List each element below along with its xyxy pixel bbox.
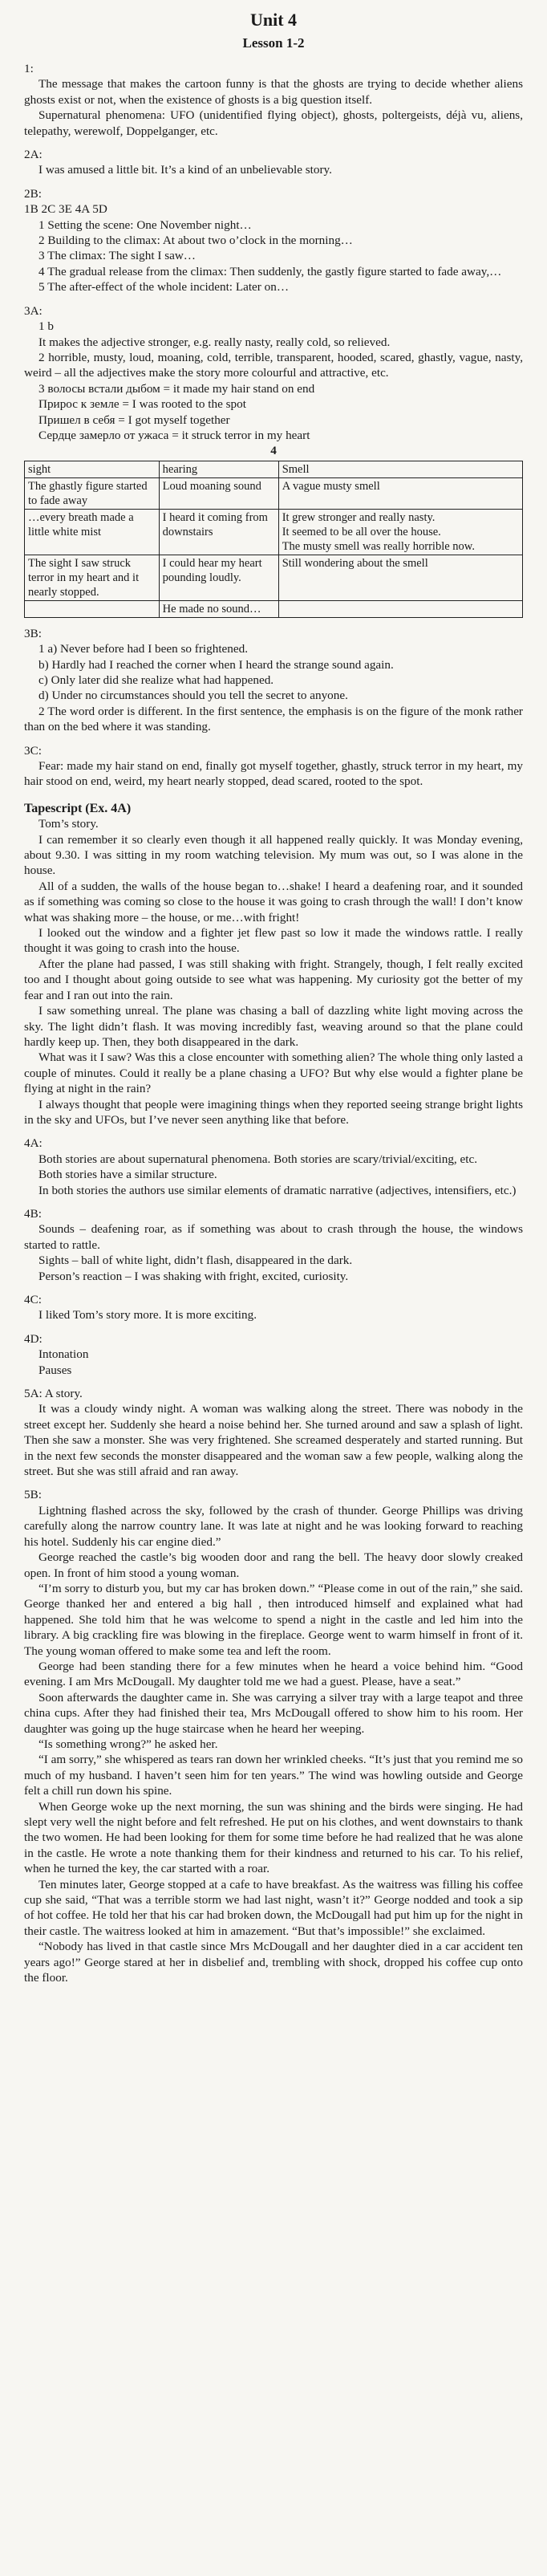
lesson-title: Lesson 1-2 [242,35,305,51]
tapescript-para: I saw something unreal. The plane was chasing a ball of dazzling white light moving across the sky. The light didn’t flash. It was moving incredibly fast, weaving around so that the plane could hardly keep up. Then, they both disappeared in the dark. [24,1004,523,1049]
ex4c-para: I liked Tom’s story more. It is more exciting. [38,1308,257,1323]
ex5b-para: Lightning flashed across the sky, followed by the crash of thunder. George Phillips was driving carefully along the narrow country lane. It was late at night and he was looking forward to reaching his hotel. Suddenly his car engine died.” [24,1503,523,1549]
tapescript-para: I can remember it so clearly even though it all happened really quickly. It was Monday evening, about 9.30. I was sitting in my room watching television. My mum was out, so I was alone in the house. [24,832,523,878]
table-header-cell: Smell [278,461,522,477]
ex2b-item: 1 Setting the scene: One November night… [38,217,252,232]
table-cell: Still wondering about the smell [278,555,522,600]
ex3a-item: Пришел в себя = I got myself together [38,412,230,427]
ex2a-label: 2A: [24,148,43,162]
ex5b-para: George had been standing there for a few minutes when he heard a voice behind him. “Good evening. I am Mrs McDougall. My daughter told me we had a guest. Please, have a seat.” [24,1659,523,1689]
table-header-cell: hearing [159,461,278,477]
ex1-para: The message that makes the cartoon funny is that the ghosts are trying to decide whether aliens ghosts exist or not, when the existence of ghosts is a big question itself. [24,77,523,107]
ex2b-label: 2B: [24,186,42,201]
ex2b-item: 2 Building to the climax: At about two o’clock in the morning… [38,234,353,248]
table-row [25,555,523,600]
ex5b-para: George reached the castle’s big wooden door and rang the bell. The heavy door slowly creaked open. In front of him stood a young woman. [24,1550,523,1580]
ex5b-para: “I am sorry,” she whispered as tears ran down her wrinkled cheeks. “It’s just that you remind me so much of my husband. I haven’t seen him for ten years.” The wind was howling outside and George felt a chill run down his spine. [24,1753,523,1798]
unit-title: Unit 4 [249,10,298,30]
ex4a-para: Both stories have a similar structure. [38,1168,217,1182]
ex3a-item: 2 horrible, musty, loud, moaning, cold, terrible, transparent, hooded, scared, ghastly, vague, nasty, weird – all the adjectives make the story more colourful and attractive, etc. [24,350,523,380]
ex5a-para: It was a cloudy windy night. A woman was walking along the street. There was nobody in the street except her. Suddenly she heard a noise behind her. She turned around and saw a splash of light. Then she saw a monster. She was very frightened. She screamed desperately and started running. But in the next few seconds the monster disappeared and the woman saw a few people, walking along the street. But she was still afraid and ran away. [24,1402,523,1479]
table-cell: A vague musty smell [278,477,522,509]
senses-table [24,461,523,618]
tapescript-para: I always thought that people were imagining things when they reported seeing strange bright lights in the sky and UFOs, but I’ve never seen anything like that before. [24,1097,523,1127]
ex4d-item: Pauses [38,1363,72,1377]
table-header-cell: sight [25,461,160,477]
ex3a-table-number: 4 [270,444,277,458]
ex4b-para: Sights – ball of white light, didn’t flash, disappeared in the dark. [38,1253,353,1268]
tapescript-para: I looked out the window and a fighter jet flew past so low it made the windows rattle. I really thought it was going to crash into the house. [24,926,523,956]
tapescript-para: After the plane had passed, I was still shaking with fright. Strangely, though, I felt really excited too and I thought about going outside to see what was happening. My curiosity got the better of my fear and I ran out into the rain. [24,957,523,1002]
ex5a-label: 5A: A story. [24,1387,83,1401]
ex5b-para: Ten minutes later, George stopped at a cafe to have breakfast. As the waitress was filling his coffee cup she said, “That was a terrible storm we had last night, wasn’t it?” George nodded and took a sip of hot coffee. He told her that his car had broken down, the McDougall had put him up for the night in their castle. The waitress looked at him in amazement. “But that’s impossible!” she exclaimed. [24,1877,523,1938]
tapescript-title: Tapescript (Ex. 4A) [24,801,132,815]
ex5b-para: “Is something wrong?” he asked her. [38,1737,218,1751]
ex3a-item: 3 волосы встали дыбом = it made my hair stand on end [38,381,315,396]
ex4a-label: 4A: [24,1136,43,1151]
ex1-para: Supernatural phenomena: UFO (unidentified flying object), ghosts, poltergeists, déjà vu, aliens, telepathy, werewolf, Doppelganger, etc. [24,108,523,138]
table-row [25,600,523,617]
ex4d-label: 4D: [24,1331,43,1346]
ex3c-label: 3C: [24,743,42,758]
table-cell: The ghastly figure started to fade away [25,477,160,509]
table-cell [25,600,160,617]
ex5b-para: When George woke up the next morning, the sun was shining and the birds were singing. He had slept very well the night before and felt refreshed. He put on his clothes, and went downstairs to thank the two women. He had been looking for them for some time before he had realized that he was alone in the castle. He wrote a note thanking them for their kindness and returned to his car. To his relief, when he turned the key, the car started with a roar. [24,1799,523,1876]
ex2b-item: 3 The climax: The sight I saw… [38,249,196,263]
table-cell: I could hear my heart pounding loudly. [159,555,278,600]
ex2b-item: 4 The gradual release from the climax: Then suddenly, the gastly figure started to fade away,… [38,264,502,278]
ex3b-item: d) Under no circumstances should you tell the secret to anyone. [38,689,348,703]
ex4b-label: 4B: [24,1206,42,1221]
ex4c-label: 4C: [24,1293,42,1306]
table-cell: It grew stronger and really nasty. It seemed to be all over the house. The musty smell was really horrible now. [278,509,522,555]
table-cell: I heard it coming from downstairs [159,509,278,555]
ex3a-label: 3A: [24,303,43,318]
ex5b-para: Soon afterwards the daughter came in. She was carrying a silver tray with a large teapot and three china cups. After they had finished their tea, Mrs McDougall offered to show him to his room. Her daughter was going up the huge staircase when he heard her weeping. [24,1690,523,1736]
table-cell: …every breath made a little white mist [25,509,160,555]
ex3c-para: Fear: made my hair stand on end, finally got myself together, ghastly, struck terror in my heart, my hair stood on end, weird, my heart nearly stopped, dead scared, rooted to the spot. [24,759,523,789]
table-cell: He made no sound… [159,600,278,617]
ex2b-answers: 1B 2C 3E 4A 5D [24,202,107,217]
ex3b-item: 2 The word order is different. In the first sentence, the emphasis is on the figure of the monk rather than on the bed where it was standing. [24,704,523,734]
ex3b-item: b) Hardly had I reached the corner when I heard the strange sound again. [38,657,394,672]
ex5b-para: “I’m sorry to disturb you, but my car has broken down.” “Please come in out of the rain,” she said. George thanked her and entered a big hall , then introduced himself and explained what had happened. She told him that he was welcome to spend a night in the castle and led him into the library. A big crackling fire was blowing in the fireplace. George went to warm himself in front of it. The young woman offered to make some tea and left the room. [24,1581,523,1658]
ex4a-para: Both stories are about supernatural phenomena. Both stories are scary/trivial/exciting, etc. [38,1152,478,1166]
ex3a-item: It makes the adjective stronger, e.g. really nasty, really cold, so relieved. [38,335,391,349]
ex1-label: 1: [24,62,34,75]
ex4a-para: In both stories the authors use similar elements of dramatic narrative (adjectives, intensifiers, etc.) [38,1183,517,1197]
ex4b-para: Sounds – deafening roar, as if something was about to crash through the house, the windows started to rattle. [24,1222,523,1252]
table-cell: Loud moaning sound [159,477,278,509]
ex3a-item: Сердце замерло от ужаса = it struck terror in my heart [38,428,310,442]
table-cell: The sight I saw struck terror in my heart and it nearly stopped. [25,555,160,600]
table-row [25,509,523,555]
ex3b-item: 1 a) Never before had I been so frightened. [38,642,249,656]
ex4d-item: Intonation [38,1347,89,1362]
table-header-row [25,461,523,477]
tapescript-para: All of a sudden, the walls of the house began to…shake! I heard a deafening roar, and it sounded as if something was coming so close to the house it was going to crash through the wall! I don’t know what was shaking more – the house, or me…with fright! [24,879,523,924]
ex5b-label: 5B: [24,1488,42,1502]
ex3a-item: Прирос к земле = I was rooted to the spot [38,397,246,412]
tapescript-para: What was it I saw? Was this a close encounter with something alien? The whole thing only lasted a couple of minutes. Could it really be a plane chasing a UFO? But why else would a fighter plane be flying at night in the rain? [24,1050,523,1096]
tapescript-para: Tom’s story. [38,817,99,831]
ex3b-item: c) Only later did she realize what had happened. [38,672,274,687]
ex2a-para: I was amused a little bit. It’s a kind of an unbelievable story. [38,163,332,177]
ex5b-para: “Nobody has lived in that castle since Mrs McDougall and her daughter died in a car accident ten years ago!” George stared at her in disbelief and, trembling with shock, dropped his coffee cup onto the floor. [24,1940,523,1985]
table-row [25,477,523,509]
ex3a-item: 1 b [38,319,54,334]
ex4b-para: Person’s reaction – I was shaking with fright, excited, curiosity. [38,1269,349,1283]
ex3b-label: 3B: [24,626,42,640]
table-cell [278,600,522,617]
ex2b-item: 5 The after-effect of the whole incident: Later on… [38,280,290,295]
